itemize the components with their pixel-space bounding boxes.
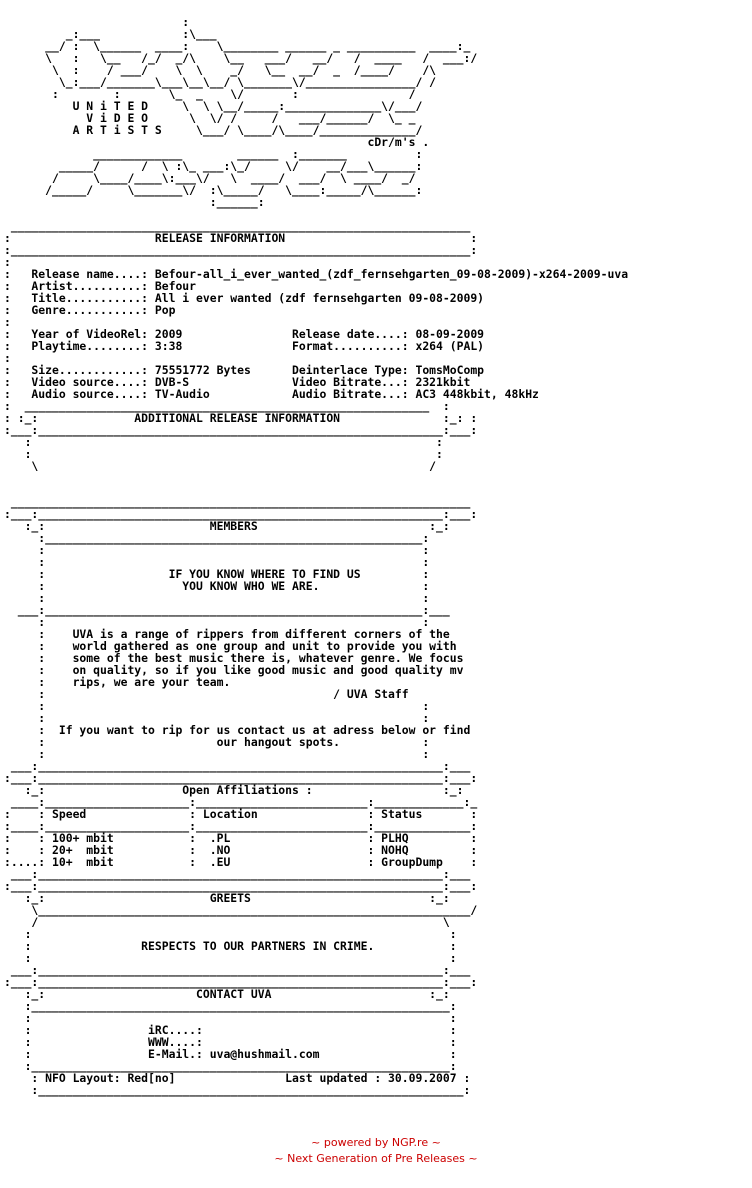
nfo-line: : (4, 15, 190, 29)
nfo-line: :______________________________________________________________: (4, 1083, 471, 1097)
nfo-line: : Year of VideoRel: 2009 Release date....: 08-09-2009 (4, 327, 485, 341)
nfo-line: :___:___________________________________________________________:___: (4, 879, 478, 893)
nfo-line: : / UVA Staff (4, 687, 409, 701)
nfo-line: \_______________________________________________________________/ (4, 903, 478, 917)
nfo-line: A R T i S T S \___/ \____/\____/______________/ (4, 123, 423, 137)
nfo-line: : on quality, so if you like good music and good quality mv (4, 663, 464, 677)
nfo-line: __/ : \______ ____: \________ ______ _ __________ ____:_ (4, 39, 471, 53)
nfo-line: : :_: ADDITIONAL RELEASE INFORMATION :_: : (4, 411, 478, 425)
nfo-line: ___:___________________________________________________________:___ (4, 963, 471, 977)
nfo-line: :___:___________________________________________________________:___: (4, 771, 478, 785)
nfo-line: ___________________________________________________________________ (4, 495, 471, 509)
nfo-line: U N i T E D \ \ \__/_____:______________\/___/ (4, 99, 423, 113)
nfo-line: :___:___________________________________________________________:___: (4, 975, 478, 989)
nfo-line: : : (4, 951, 457, 965)
nfo-line: : : 20+ mbit : .NO : NOHQ : (4, 843, 478, 857)
nfo-line: : : (4, 699, 430, 713)
nfo-line: V i D E O \ \/ / / ___/______/ \_ _ (4, 111, 416, 125)
nfo-line: \ : \__ /_/ _/\ \__ ___/ __/ / ____ / ___:/ (4, 51, 478, 65)
nfo-line: : : (4, 747, 430, 761)
nfo-line: \ / (4, 459, 437, 473)
nfo-line: :____:_____________________:_________________________:______________: (4, 819, 478, 833)
nfo-line: _____________ ______ :_______ : (4, 147, 423, 161)
nfo-line: : RESPECTS TO OUR PARTNERS IN CRIME. : (4, 939, 457, 953)
nfo-line: :_______________________________________________________: (4, 531, 430, 545)
nfo-line: : Artist..........: Befour (4, 279, 197, 293)
nfo-line: _:___ :\___ (4, 27, 217, 41)
nfo-line: ___:___________________________________________________________:___ (4, 759, 471, 773)
nfo-line (4, 472, 628, 484)
nfo-line: : NFO Layout: Red[no] Last updated : 30.09.2007 : (4, 1071, 471, 1085)
nfo-line: /_____/ \_______\/ :\_____/ \____:_____/\______: (4, 183, 423, 197)
nfo-line: : : \_ _ \/ : / (4, 87, 416, 101)
nfo-line: / \____/____\:___\/ \ ____/ ___/ \ ____/ _/ (4, 171, 416, 185)
nfo-line: : E-Mail.: uva@hushmail.com : (4, 1047, 457, 1061)
nfo-line: : : (4, 591, 430, 605)
nfo-line: : If you want to rip for us contact us at adress below or find (4, 723, 471, 737)
nfo-line: :_____________________________________________________________: (4, 999, 457, 1013)
nfo-line: : : 100+ mbit : .PL : PLHQ : (4, 831, 478, 845)
nfo-line: : : (4, 615, 430, 629)
nfo-line: :___________________________________________________________________: (4, 243, 478, 257)
nfo-line: : Size............: 75551772 Bytes Deinterlace Type: TomsMoComp (4, 363, 485, 377)
nfo-line: :_: CONTACT UVA :_: (4, 987, 450, 1001)
nfo-line: : : (4, 447, 443, 461)
nfo-line: : RELEASE INFORMATION : (4, 231, 478, 245)
nfo-line: : Video source....: DVB-S Video Bitrate...: 2321kbit (4, 375, 471, 389)
nfo-line: :_: MEMBERS :_: (4, 519, 450, 533)
nfo-line: :_: Open Affiliations : :_: (4, 783, 464, 797)
nfo-line: :_____________________________________________________________: (4, 1059, 457, 1073)
nfo-line: :______: (4, 195, 265, 209)
nfo-line: ___________________________________________________________________ (4, 219, 471, 233)
nfo-line: : : (4, 927, 457, 941)
nfo-line: : YOU KNOW WHO WE ARE. : (4, 579, 430, 593)
nfo-line: : (4, 255, 478, 269)
nfo-line: _____/ / \ :\_ ___:\_/ \/ __/___\______: (4, 159, 423, 173)
nfo-line: :___:___________________________________________________________:___: (4, 507, 478, 521)
nfo-line: : : (4, 435, 443, 449)
nfo-line: :_: GREETS :_: (4, 891, 450, 905)
nfo-line: : : (4, 543, 430, 557)
nfo-line: ___:___________________________________________________________:___ (4, 867, 471, 881)
tagline-footer: ~ Next Generation of Pre Releases ~ (274, 1152, 478, 1165)
nfo-line: : Playtime........: 3:38 Format..........: x264 (PAL) (4, 339, 485, 353)
nfo-line: :___:___________________________________________________________:___: (4, 423, 478, 437)
nfo-line: ___:_______________________________________________________:___ (4, 603, 450, 617)
nfo-line: : ___________________________________________________________ : (4, 399, 450, 413)
nfo-line: : Title...........: All i ever wanted (zdf fernsehgarten 09-08-2009) (4, 291, 485, 305)
nfo-line: : our hangout spots. : (4, 735, 430, 749)
nfo-line: : Release name....: Befour-all_i_ever_wanted_(zdf_fernsehgarten_09-08-2009)-x264-2009-uva (4, 267, 629, 281)
nfo-line: : IF YOU KNOW WHERE TO FIND US : (4, 567, 430, 581)
nfo-text (4, 4, 628, 1096)
nfo-line: : world gathered as one group and unit to provide you with (4, 639, 457, 653)
nfo-line: ____:_____________________:_________________________:_____________:_ (4, 795, 478, 809)
nfo-line: : WWW....: : (4, 1035, 457, 1049)
nfo-line: : rips, we are your team. (4, 675, 231, 689)
nfo-line: : Audio source....: TV-Audio Audio Bitrate...: AC3 448kbit, 48kHz (4, 387, 539, 401)
nfo-line: : some of the best music there is, whatever genre. We focus (4, 651, 464, 665)
nfo-line: / \ (4, 915, 450, 929)
nfo-line: : : (4, 1011, 457, 1025)
nfo-line: : : (4, 711, 430, 725)
nfo-line: : iRC....: : (4, 1023, 457, 1037)
nfo-line: : : Speed : Location : Status : (4, 807, 478, 821)
nfo-line: \_:___/_______\___\__\__/ \_______\/________________/ / (4, 75, 457, 89)
nfo-line: cDr/m's . (4, 135, 430, 149)
nfo-line: : UVA is a range of rippers from different corners of the (4, 627, 450, 641)
nfo-line: : (4, 315, 11, 329)
nfo-line: : (4, 351, 11, 365)
nfo-line: : Genre...........: Pop (4, 303, 176, 317)
powered-by-footer: ~ powered by NGP.re ~ (311, 1136, 441, 1149)
nfo-line: : : (4, 555, 430, 569)
nfo-line: :....: 10+ mbit : .EU : GroupDump : (4, 855, 478, 869)
nfo-line: \ : / ___/ \ \ _/ \__ __/ _ /____/ /\ (4, 63, 457, 77)
